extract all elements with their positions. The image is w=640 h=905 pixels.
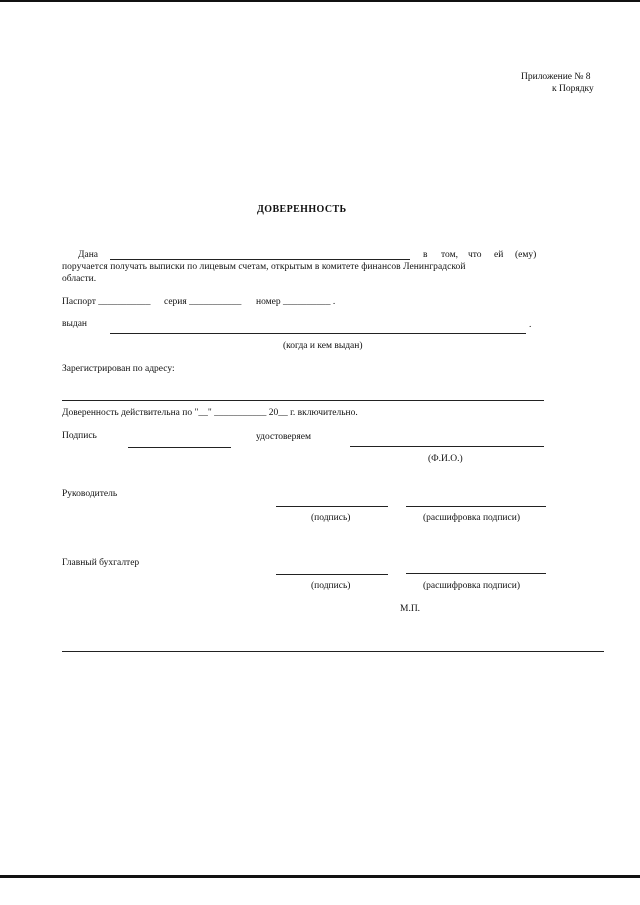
- accountant-decode-line[interactable]: [406, 573, 546, 574]
- bottom-rule: [62, 651, 604, 652]
- stamp-place: М.П.: [400, 604, 421, 614]
- document-title: ДОВЕРЕННОСТЬ: [257, 204, 347, 215]
- passport-series: серия ___________: [164, 297, 242, 307]
- accountant-label: Главный бухгалтер: [62, 558, 140, 568]
- address-line[interactable]: [62, 400, 544, 401]
- signature-line[interactable]: [128, 447, 231, 448]
- head-label: Руководитель: [62, 489, 118, 499]
- scan-top-border: [0, 0, 640, 2]
- intro-word: ей: [494, 250, 504, 260]
- intro-word: в: [423, 250, 428, 260]
- head-sign-caption: (подпись): [311, 513, 351, 523]
- intro-line-2: поручается получать выписки по лицевым счетам, открытым в комитете финансов Ленинградской: [62, 262, 466, 272]
- registered-label: Зарегистрирован по адресу:: [62, 364, 175, 374]
- intro-line-3: области.: [62, 274, 97, 284]
- passport-label: Паспорт ___________: [62, 297, 151, 307]
- trustee-name-line[interactable]: [110, 259, 410, 260]
- fio-caption: (Ф.И.О.): [428, 454, 463, 464]
- head-signature-line[interactable]: [276, 506, 388, 507]
- certify-label: удостоверяем: [256, 432, 311, 442]
- passport-number: номер __________ .: [256, 297, 336, 307]
- order-reference: к Порядку: [552, 84, 594, 94]
- accountant-sign-caption: (подпись): [311, 581, 351, 591]
- issued-end: .: [529, 320, 532, 330]
- accountant-decode-caption: (расшифровка подписи): [423, 581, 520, 591]
- issued-line[interactable]: [110, 333, 526, 334]
- accountant-signature-line[interactable]: [276, 574, 388, 575]
- intro-given: Дана: [78, 250, 98, 260]
- certify-name-line[interactable]: [350, 446, 544, 447]
- signature-label: Подпись: [62, 431, 97, 441]
- validity-text: Доверенность действительна по "__" ___________ 20__ г. включительно.: [62, 408, 358, 418]
- head-decode-line[interactable]: [406, 506, 546, 507]
- intro-word: (ему): [515, 250, 537, 260]
- intro-word: что: [468, 250, 482, 260]
- intro-word: том,: [441, 250, 458, 260]
- scan-bottom-border: [0, 875, 640, 878]
- appendix-label: Приложение № 8: [521, 72, 591, 82]
- head-decode-caption: (расшифровка подписи): [423, 513, 520, 523]
- issued-label: выдан: [62, 319, 88, 329]
- issued-caption: (когда и кем выдан): [283, 341, 363, 351]
